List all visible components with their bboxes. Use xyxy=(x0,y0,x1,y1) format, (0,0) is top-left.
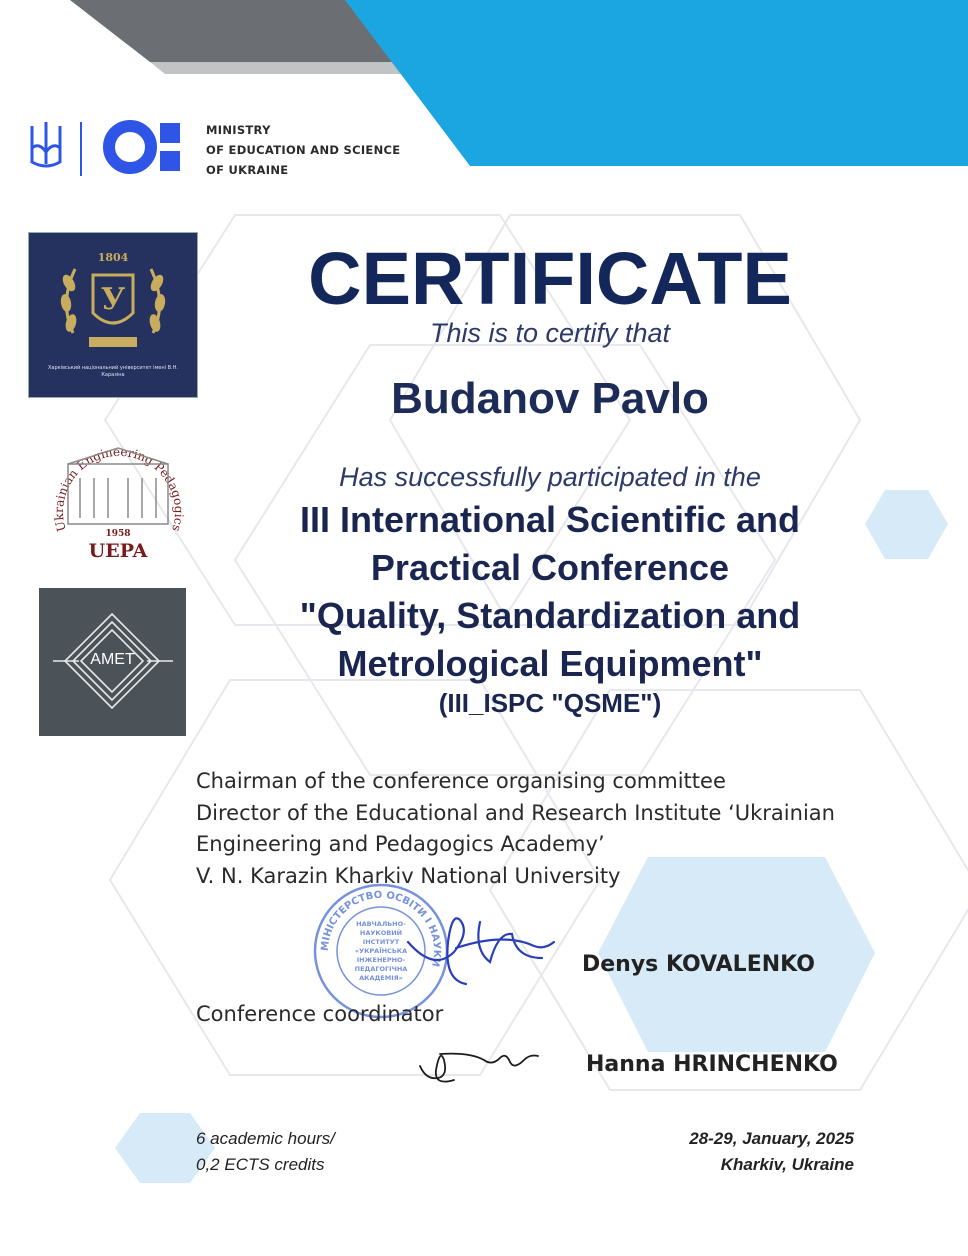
svg-text:Ukrainian Engineering Pedagogi xyxy=(44,418,186,533)
stamp-inner-line: ПЕДАГОГІЧНА xyxy=(354,965,408,973)
mon-logo-icon xyxy=(100,118,190,178)
header-blue-banner xyxy=(345,0,968,166)
conference-location: Kharkiv, Ukraine xyxy=(720,1155,854,1174)
conference-title-line: "Quality, Standardization and xyxy=(299,595,801,636)
hexagon-accent xyxy=(865,490,948,559)
conference-title xyxy=(250,496,850,688)
conference-title-line: Practical Conference xyxy=(370,547,730,588)
stamp-ring-text: МІНІСТЕРСТВО ОСВІТИ І НАУКИ xyxy=(319,889,443,968)
certify-text: This is to certify that xyxy=(429,318,671,348)
conference-dates: 28-29, January, 2025 xyxy=(689,1129,854,1148)
ministry-line: MINISTRY xyxy=(206,123,271,137)
ects-credits: 0,2 ECTS credits xyxy=(196,1155,325,1174)
certificate-title: CERTIFICATE xyxy=(308,237,792,320)
organiser-line: Engineering and Pedagogics Academy’ xyxy=(196,832,605,856)
stamp-inner-line: АКАДЕМІЯ» xyxy=(359,974,403,982)
svg-text:У: У xyxy=(100,282,126,317)
organiser-block xyxy=(196,766,876,892)
academic-hours: 6 academic hours/ xyxy=(196,1129,335,1148)
stamp-inner-line: ІНСТИТУТ xyxy=(362,938,400,946)
stamp-inner-line: НАВЧАЛЬНО- xyxy=(356,920,406,928)
uepa-year: 1958 xyxy=(105,529,131,539)
uepa-arc-text: Ukrainian Engineering Pedagogics xyxy=(51,444,187,533)
trident-icon xyxy=(26,118,66,178)
coordinator-label: Conference coordinator xyxy=(196,1002,444,1026)
university-caption: Харківський національний університет імені В.Н. Каразіна xyxy=(48,365,178,378)
stamp-inner-line: ІНЖЕНЕРНО- xyxy=(356,956,406,964)
stamp-inner-line: НАУКОВИЙ xyxy=(359,929,403,937)
conference-title-line: III International Scientific and xyxy=(299,499,801,540)
conference-title-line: Metrological Equipment" xyxy=(337,643,763,684)
footer-credits xyxy=(196,1126,335,1178)
organiser-line: Director of the Educational and Research Institute ‘Ukrainian xyxy=(196,800,835,825)
ministry-logo xyxy=(26,118,226,178)
ministry-line: OF EDUCATION AND SCIENCE xyxy=(206,143,401,157)
ministry-name xyxy=(206,120,400,180)
footer-date-location xyxy=(620,1126,854,1178)
coordinator-signature xyxy=(410,1030,550,1090)
uepa-logo xyxy=(44,418,192,566)
conference-abbreviation: (III_ISPC "QSME") xyxy=(438,688,662,718)
logo-divider xyxy=(80,122,82,176)
stamp-inner-line: «УКРАЇНСЬКА xyxy=(354,947,408,955)
header-gray-shadow xyxy=(150,62,410,74)
chairman-signature xyxy=(394,902,574,992)
recipient-name: Budanov Pavlo xyxy=(391,374,709,423)
organiser-line: Chairman of the conference organising committee xyxy=(196,769,726,793)
participation-text: Has successfully participated in the xyxy=(339,462,761,492)
ministry-line: OF UKRAINE xyxy=(206,163,289,177)
organiser-line: V. N. Karazin Kharkiv National University xyxy=(196,863,621,888)
header-gray-stripe xyxy=(70,0,400,62)
chairman-name: Denys KOVALENKO xyxy=(582,952,815,977)
university-year: 1804 xyxy=(97,251,129,264)
university-logo xyxy=(28,232,198,398)
amet-name: AMET xyxy=(90,651,135,668)
amet-logo xyxy=(39,588,186,736)
coordinator-name: Hanna HRINCHENKO xyxy=(586,1052,838,1077)
uepa-name: UEPA xyxy=(88,540,148,562)
